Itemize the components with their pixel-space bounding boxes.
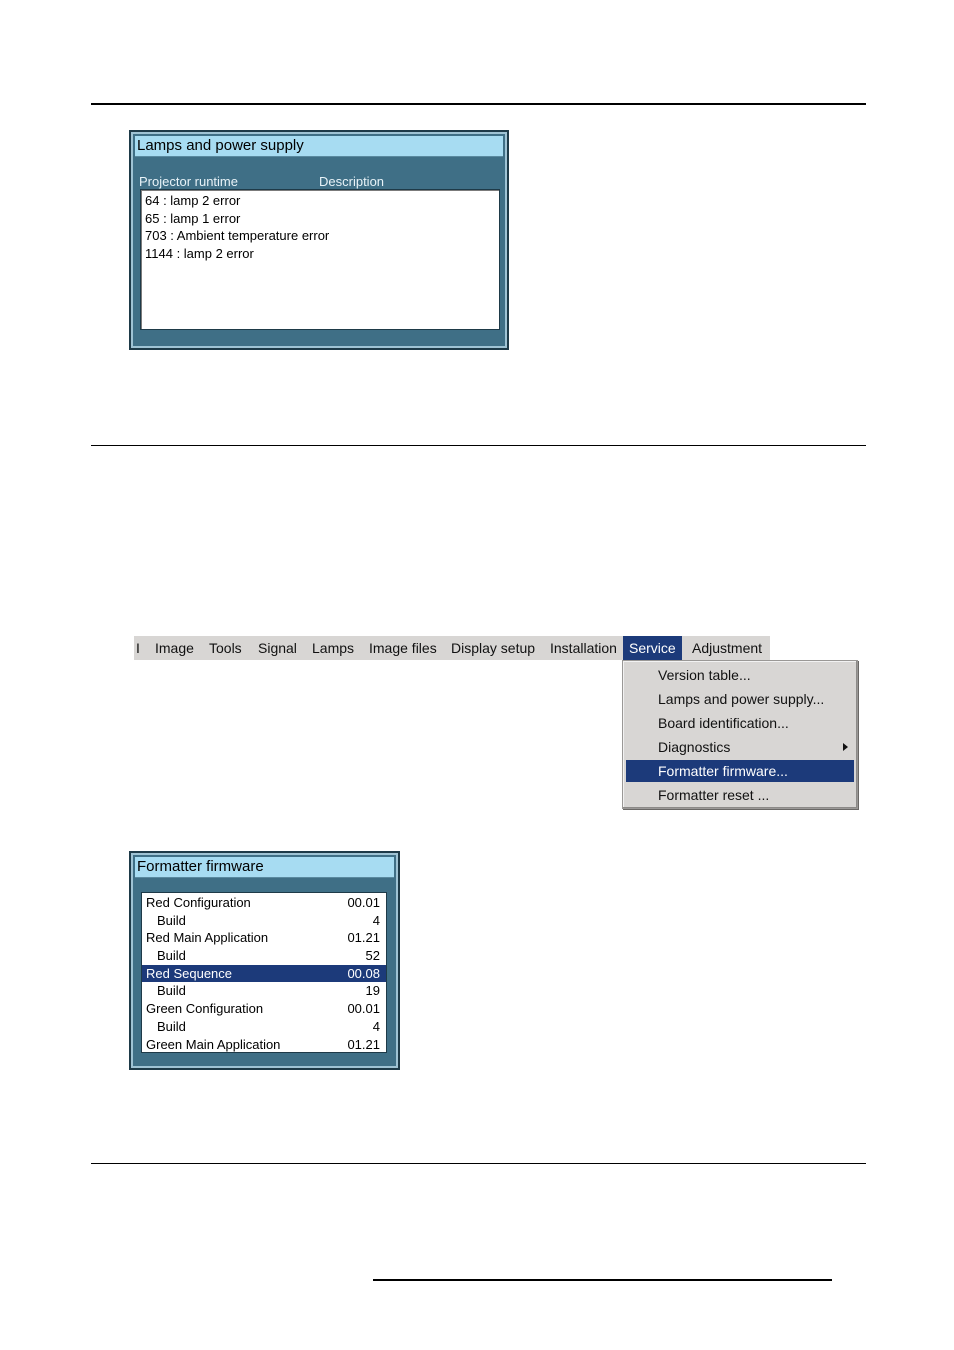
firmware-label: Build <box>157 983 186 999</box>
menu-bar <box>134 636 770 660</box>
dialog-title: Formatter firmware <box>135 857 394 878</box>
firmware-label: Red Configuration <box>146 895 251 910</box>
table-row[interactable] <box>142 894 386 912</box>
menu-item-adjustment[interactable]: Adjustment <box>692 640 763 656</box>
table-row[interactable] <box>142 1036 386 1054</box>
menu-item-image-files[interactable]: Image files <box>369 640 437 656</box>
menu-item-formatter-reset[interactable]: Formatter reset ... <box>658 787 770 803</box>
firmware-value: 19 <box>365 983 380 999</box>
dialog-title: Lamps and power supply <box>135 136 503 157</box>
table-row[interactable] <box>142 947 386 965</box>
firmware-value: 00.01 <box>347 895 380 910</box>
menu-item-formatter-firmware[interactable]: Formatter firmware... <box>626 760 854 782</box>
list-item[interactable]: 64 : lamp 2 error <box>145 193 241 208</box>
list-item[interactable]: 1144 : lamp 2 error <box>145 246 254 262</box>
menu-item-display-setup[interactable]: Display setup <box>451 640 536 656</box>
error-log-list[interactable] <box>140 189 500 330</box>
menu-item-board-identification[interactable]: Board identification... <box>658 715 789 731</box>
column-header-description: Description <box>319 174 385 189</box>
firmware-version-list[interactable] <box>141 892 387 1053</box>
firmware-label: Build <box>157 1018 186 1034</box>
list-item[interactable]: 65 : lamp 1 error <box>145 210 241 226</box>
menu-item-label: Diagnostics <box>658 739 731 755</box>
menu-item-lamps-power-supply[interactable]: Lamps and power supply... <box>658 691 825 707</box>
table-row[interactable] <box>142 1018 386 1036</box>
firmware-label: Build <box>157 912 186 928</box>
firmware-value: 4 <box>372 912 380 928</box>
menu-item-service[interactable]: Service <box>623 636 682 660</box>
menu-item-partial[interactable]: I <box>136 640 140 656</box>
menu-item-diagnostics[interactable] <box>626 736 854 758</box>
section-rule <box>91 1163 866 1164</box>
menu-item-version-table[interactable]: Version table... <box>658 667 751 683</box>
firmware-label: Red Sequence <box>146 965 233 981</box>
submenu-arrow-icon <box>843 743 848 751</box>
list-item[interactable]: 703 : Ambient temperature error <box>145 228 330 244</box>
formatter-firmware-dialog <box>129 851 400 1070</box>
firmware-value: 01.21 <box>347 930 380 946</box>
firmware-value: 01.21 <box>347 1036 380 1052</box>
menu-item-lamps[interactable]: Lamps <box>312 640 355 656</box>
table-row[interactable] <box>142 1000 386 1018</box>
menu-item-installation[interactable]: Installation <box>550 640 617 656</box>
table-row[interactable] <box>142 982 386 1000</box>
service-dropdown-menu <box>622 660 858 809</box>
footer-rule <box>373 1279 832 1281</box>
menu-item-image[interactable]: Image <box>155 640 194 656</box>
firmware-label: Green Configuration <box>146 1001 264 1017</box>
menu-item-tools[interactable]: Tools <box>209 640 242 656</box>
table-row-selected[interactable] <box>142 965 386 983</box>
menu-item-signal[interactable]: Signal <box>258 640 297 656</box>
firmware-value: 00.08 <box>347 965 380 981</box>
firmware-value: 4 <box>372 1018 380 1034</box>
lamps-power-supply-dialog <box>129 130 509 350</box>
section-rule <box>91 445 866 446</box>
firmware-label: Build <box>157 948 186 964</box>
top-rule <box>91 103 866 105</box>
firmware-label: Red Main Application <box>146 930 269 946</box>
table-row[interactable] <box>142 929 386 947</box>
firmware-value: 00.01 <box>347 1001 380 1017</box>
column-header-runtime: Projector runtime <box>139 174 238 189</box>
firmware-value: 52 <box>365 948 380 964</box>
table-row[interactable] <box>142 912 386 930</box>
firmware-label: Green Main Application <box>146 1036 281 1052</box>
